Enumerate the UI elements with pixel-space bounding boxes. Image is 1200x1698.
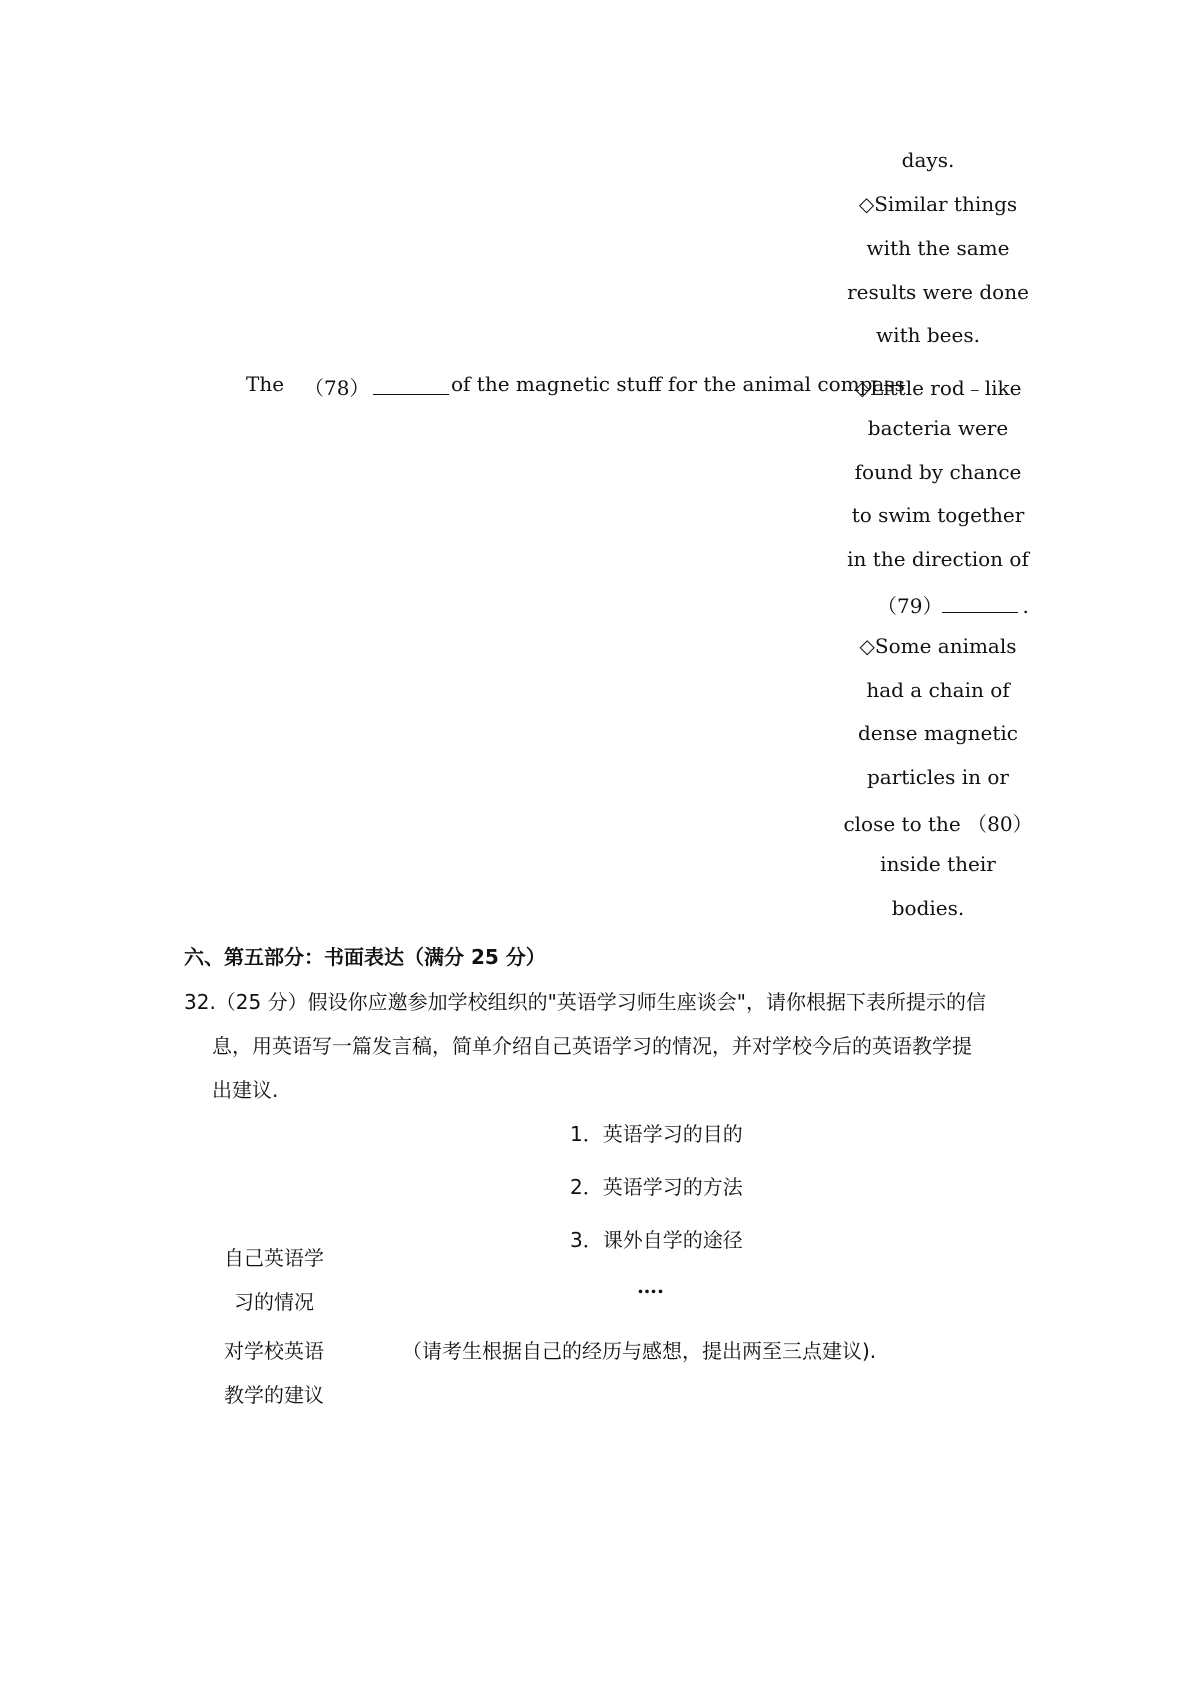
table-cell-text: ◇Little rod﹣like <box>854 376 1022 400</box>
prompt-item: 3．课外自学的途径 <box>570 1228 743 1252</box>
table-cell-text: The <box>246 372 285 396</box>
table-cell-text: bacteria were <box>867 416 1009 440</box>
row-label: 习的情况 <box>234 1290 314 1314</box>
row-label: 自己英语学 <box>224 1246 324 1270</box>
blank-number: （78） <box>304 376 370 400</box>
question-text: 息，用英语写一篇发言稿，简单介绍自己英语学习的情况，并对学校今后的英语教学提 <box>212 1034 972 1058</box>
question-text: 32.（25 分）假设你应邀参加学校组织的"英语学习师生座谈会"，请你根据下表所提示的信 <box>184 990 987 1014</box>
answer-blank[interactable] <box>942 594 1018 613</box>
table-cell-text: inside their <box>880 852 996 876</box>
prompt-item: 2．英语学习的方法 <box>570 1175 743 1199</box>
table-cell-text: bodies. <box>891 896 965 920</box>
prompt-instruction: （请考生根据自己的经历与感想，提出两至三点建议). <box>402 1339 877 1363</box>
table-cell-text: had a chain of <box>866 678 1010 702</box>
table-cell-text: dense magnetic <box>857 721 1019 745</box>
table-cell-text: particles in or <box>866 765 1009 789</box>
table-cell-text: close to the （80） <box>843 812 1033 836</box>
row-label: 教学的建议 <box>224 1383 324 1407</box>
blank-78 <box>304 372 453 401</box>
table-cell-text: results were done <box>847 280 1029 304</box>
blank-79 <box>877 590 1029 619</box>
blank-number: （79） <box>877 594 943 618</box>
table-cell-text: with the same <box>866 236 1010 260</box>
row-label: 对学校英语 <box>224 1339 324 1363</box>
prompt-item: 1．英语学习的目的 <box>570 1122 743 1146</box>
answer-blank[interactable] <box>373 376 449 395</box>
period: . <box>1022 594 1029 618</box>
table-cell-text: ◇Similar things <box>858 192 1018 216</box>
question-text: 出建议. <box>212 1078 279 1102</box>
table-cell-text: in the direction of <box>847 547 1029 571</box>
table-cell-text: of the magnetic stuff for the animal compass <box>451 372 905 396</box>
ellipsis: …. <box>637 1274 664 1298</box>
table-cell-text: days. <box>901 148 955 172</box>
table-cell-text: with bees. <box>876 323 980 347</box>
section-heading: 六、第五部分：书面表达（满分 25 分） <box>184 945 546 969</box>
table-cell-text: found by chance <box>854 460 1022 484</box>
table-cell-text: to swim together <box>851 503 1025 527</box>
table-cell-text: ◇Some animals <box>859 634 1017 658</box>
